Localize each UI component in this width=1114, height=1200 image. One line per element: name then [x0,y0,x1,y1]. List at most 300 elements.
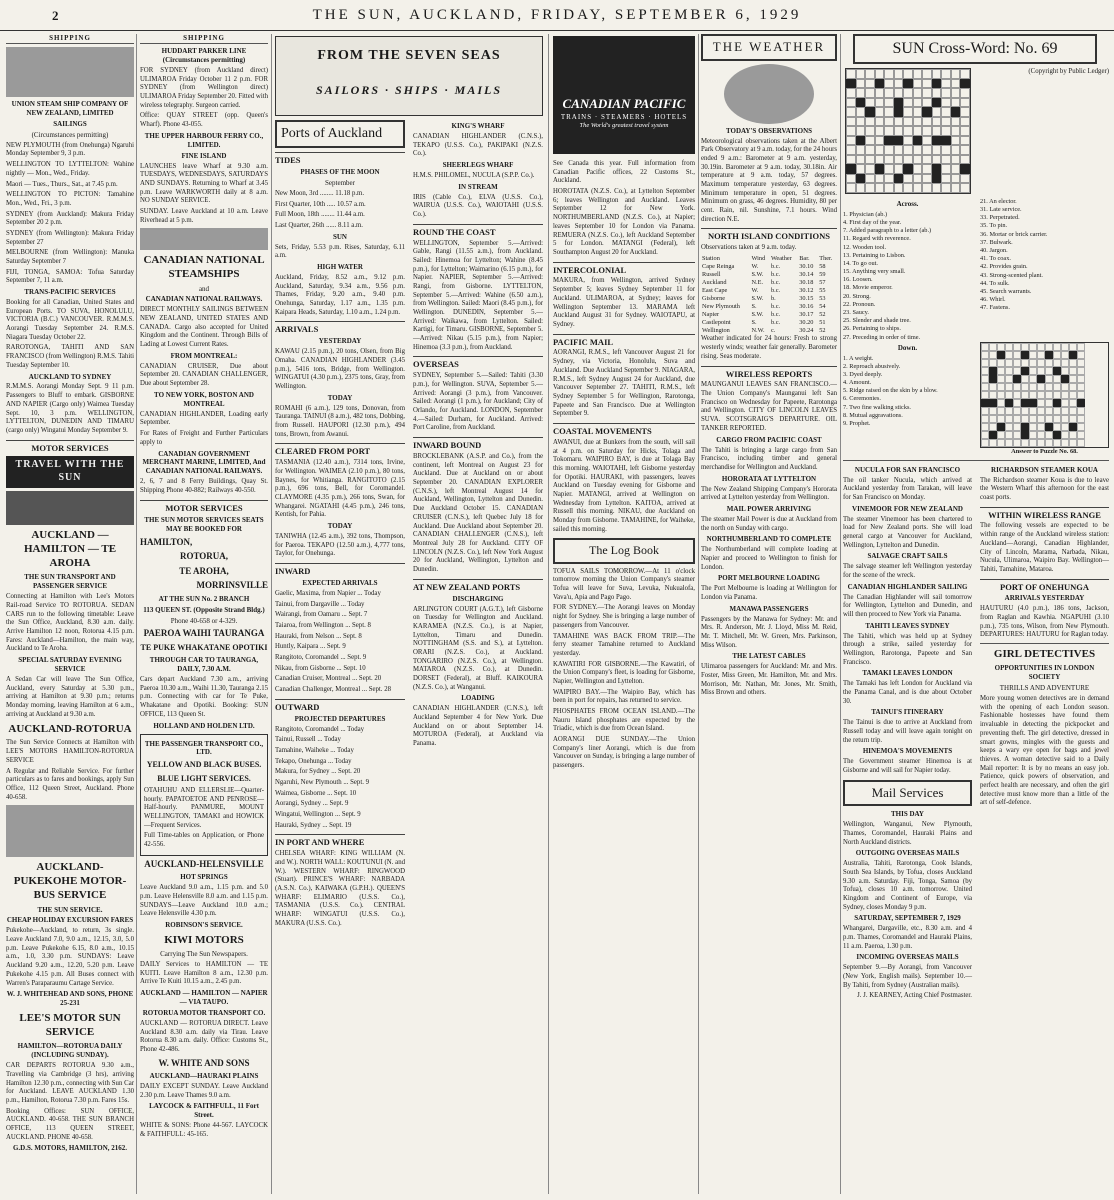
grid-cell [960,155,970,165]
item-body: The steamer Vinemoor has been chartered to load for New Zealand ports. She will load general cargo at Vancouver for Auckland, Wellington, Lyttelton and Dunedin. [843,515,972,549]
expected-arrival: Canadian Cruiser, Montreal ... Sept. 20 [275,675,382,683]
intercolonial-heading: INTERCOLONIAL [553,262,695,276]
grid-cell [932,88,942,98]
onehunga-body: HAUTURU (4.0 p.m.), 186 tons, Jackson, from Raglan and Kawhia. NGAPUHI (3.10 p.m.), 735 tons, Wilson, from New Plymouth. DEPARTURES: HAUTURU for Raglan today. [980,605,1109,639]
ad-body: Full Time-tables on Application, or Phone 42-556. [144,832,264,848]
grid-cell [1037,391,1045,399]
grid-cell [1053,375,1061,383]
grid-cell [981,359,989,367]
grid-cell [1029,431,1037,439]
table-cell: Gisborne [702,295,726,303]
item-body: The Tahiti, which was held up at Sydney through a strike, sailed yesterday for Wellington, Rarotonga, Papeete and San Francisco. [843,632,972,666]
grid-cell [865,117,875,127]
banner-subtitle: SAILORS · SHIPS · MAILS [315,82,503,97]
grid-cell [1061,431,1069,439]
cleared-body: TANIWHA (12.45 a.m.), 392 tons, Thompson, for Paeroa. TEKAPO (12.50 a.m.), 4,777 tons, Taylor, for Onehunga. [275,532,405,558]
projected-departure: Tainui, Russell ... Today [275,736,341,744]
grid-cell [1029,343,1037,351]
item-body: The salvage steamer left Wellington yesterday for the scene of the wreck. [843,563,972,579]
grid-cell [951,98,961,108]
grid-cell [1037,359,1045,367]
grid-cell [951,183,961,193]
moon-heading: PHASES OF THE MOON [300,167,380,176]
clue-item: 31. Late service. [980,206,1022,214]
ad-body: Leave Auckland 9.0 a.m., 1.15 p.m. and 5.0 p.m. Leave Helensville 8.0 a.m. and 1.15 p.m. SUNDAYS—Leave Auckland 10.0 a.m.; Leave Helensville 4.30 p.m. [140,884,268,918]
table-cell: New Plymouth [702,303,740,311]
log-item: KAWATIRI FOR GISBORNE.—The Kawatiri, of the Union Company's fleet, is loading for Gisborne, Napier, Wellington and Lyttelton. [553,660,695,685]
grid-cell [1053,423,1061,431]
grid-cell [1029,407,1037,415]
grid-cell [1013,383,1021,391]
grid-cell [997,407,1005,415]
grid-cell [941,107,951,117]
grid-cell [875,183,885,193]
grid-cell [1013,407,1021,415]
grid-cell [997,391,1005,399]
crossword-side [977,68,1110,194]
table-header: Ther. [819,255,833,263]
grid-cell [846,88,856,98]
inward-bound-body: BROCKLEBANK (A.S.P. and Co.), from the continent, left Montreal on August 23 for Auckland. Due at Auckland on or about September 20. CANADIAN EXPLORER (C.N.S.), left Montreal August 14 for Auckland, Wellington, Lyttelton and Dunedin. Due Auckland October 15. CANADIAN CRUISER (C.N.S.), left Quebec July 18 for Auckland. Due Auckland about September 20. CANADIAN CHALLENGER (C.N.S.), left Montreal July 28 for Auckland. CITY OF LINCOLN (N.Z.S. Co.), left New York August 20 for Auckland, Wellington, Lyttelton and Dunedin. [413,453,543,573]
grid-cell [846,155,856,165]
grid-cell [1021,399,1029,407]
grid-cell [865,88,875,98]
grid-cell [1061,367,1069,375]
table-cell: Cape Reinga [702,263,735,271]
item-body: The steamer Mail Power is due at Auckland from the north on Sunday with cargo. [701,515,837,532]
table-header: Station [702,255,720,263]
grid-cell [913,69,923,79]
item-heading: MANAWA PASSENGERS [729,604,809,613]
wireless-range-heading: WITHIN WIRELESS RANGE [980,507,1109,521]
down-heading: Down. [897,343,918,352]
grid-cell [922,88,932,98]
item-heading: TAMAKI LEAVES LONDON [862,669,953,678]
grid-cell [1053,383,1061,391]
ad-tagline: TRAINS · STEAMERS · HOTELS [560,112,688,121]
table-row [701,295,837,303]
table-cell: b.c. [770,271,781,279]
trans-pacific-body: Booking for all Canadian, United States and European Ports. TO SUVA, HONOLULU, VICTORIA (B.C.) VANCOUVER. R.M.M.S. Aorangi Tuesday September 24. R.M.S. Niagara Tuesday October 22. [6,299,134,341]
subheading: SATURDAY, SEPTEMBER 7, 1929 [854,914,961,923]
ad-body: DIRECT MONTHLY SAILINGS BETWEEN NEW ZEALAND, UNITED STATES AND CANADA. Cargo also accepted for United Kingdom and the Continent. Through Bills of Lading at Lowest Current Rates. [140,306,268,349]
grid-cell [894,88,904,98]
copyright-note: (Copyright by Public Ledger) [1028,68,1109,76]
grid-cell [1005,383,1013,391]
grid-cell [989,375,997,383]
grid-cell [1013,359,1021,367]
grid-cell [875,98,885,108]
grid-cell [981,431,989,439]
grid-cell [1077,351,1085,359]
grid-cell [1053,343,1061,351]
sailing-line: Maori — Tues., Thurs., Sat., at 7.45 p.m. [6,180,118,188]
clue-item: 2. Reproach abusively. [843,362,901,370]
grid-cell [1021,415,1029,423]
grid-cell [1021,439,1029,447]
grid-cell [884,183,894,193]
item-body: The New Zealand Shipping Company's Hororata arrived at Lyttelton yesterday from Wellington. [701,485,837,502]
log-item: TOFUA SAILS TOMORROW.—At 11 o'clock tomorrow morning the Union Company's steamer Tofua will leave for Suva, Levuka, Nukualofa, Vava'u, Apia and Pago Pago. [553,567,695,601]
clue-item: 47. Fastens. [980,304,1010,312]
grid-cell [1053,431,1061,439]
ad-body: CANADIAN CRUISER, Due about September 20. CANADIAN CHALLENGER, Due about September 28. [140,362,268,388]
grid-cell [1069,367,1077,375]
grid-cell [1029,383,1037,391]
grid-cell [875,164,885,174]
grid-cell [913,155,923,165]
subheading: DISCHARGING [452,594,504,603]
grid-cell [846,107,856,117]
ad-title: AUCKLAND-PUKEKOHE MOTOR-BUS SERVICE [13,861,127,902]
item-body: The Tamaki has left London for Auckland via the Panama Canal, and is due about October 30. [843,680,972,705]
grid-cell [981,351,989,359]
article-subheadline: OPPORTUNITIES IN LONDON SOCIETY [994,664,1095,682]
table-cell: 54 [819,303,826,311]
grid-cell [846,69,856,79]
grid-cell [875,107,885,117]
grid-cell [1013,367,1021,375]
grid-cell [1077,439,1085,447]
grid-cell [884,98,894,108]
grid-cell [922,174,932,184]
clue-item: 33. Perpetrated. [980,214,1020,222]
round-coast-heading: ROUND THE COAST [413,224,543,238]
clue-item: 15. Anything very small. [843,268,906,276]
ad-body: OTAHUHU AND ELLERSLIE—Quarter-hourly. PAPATOETOE AND PENROSE—Half-hourly. PANMURE, MOUNT WELLINGTON, TAMAKI and HOWICK—Frequent Services. [144,786,264,829]
grid-cell [1061,439,1069,447]
grid-cell [894,126,904,136]
grid-cell [951,117,961,127]
table-cell: 55 [819,287,826,295]
signature: J. J. KEARNEY, Acting Chief Postmaster. [857,992,972,1000]
ad-footer: HOLLAND AND HOLDEN LTD. [153,721,255,730]
grid-cell [951,107,961,117]
grid-cell [846,174,856,184]
grid-cell [941,155,951,165]
grid-cell [894,155,904,165]
grid-cell [875,69,885,79]
clue-item: 1. A weight. [843,354,874,362]
grid-cell [1013,423,1021,431]
grid-cell [1021,343,1029,351]
ad-title: AUCKLAND — HAMILTON — TE AROHA [23,529,117,570]
grid-cell [884,88,894,98]
grid-cell [981,375,989,383]
grid-cell [875,136,885,146]
ad-subtitle: AUCKLAND—HAURAKI PLAINS [149,1072,259,1081]
town-name: HAMILTON, [140,536,193,547]
island-conditions-heading: NORTH ISLAND CONDITIONS [701,228,837,242]
expected-arrival: Hauraki, from Nelson ... Sept. 8 [275,632,362,640]
grid-cell [922,117,932,127]
grid-cell [932,107,942,117]
grid-cell [989,343,997,351]
column-rule [698,34,699,1194]
subcolumn-left [275,120,405,930]
table-header-row [701,255,837,263]
clue-item: 6. Ceremonies. [843,395,881,403]
grid-cell [903,107,913,117]
subheading: THIS DAY [890,810,924,819]
crossword-area [845,68,1109,194]
clue-item: 8. Mutual aggravations. [843,411,903,419]
item-heading: CARGO FROM PACIFIC COAST [716,435,822,444]
grid-cell [989,383,997,391]
grid-cell [846,145,856,155]
grid-cell [865,69,875,79]
round-coast-body: WELLINGTON, September 5.—Arrived: Gable, Rangi (11.55 a.m.), from Auckland. Sailed: Hinemoa for Lyttelton; Wahine (8.45 p.m.), for Lyttelton; Waimarino (6.15 p.m.), for Napier. NAPIER, September 5.—Arrived: Rangi, from Gisborne. LYTTELTON, September 5.—Arrived: Wahine (6.50 a.m.), from Wellington. Sailed: Maori (8.45 p.m.), for Wellington. DUNEDIN, September 5.—Arrived: Waikawa, from Lyttelton. Sailed: Kartigi, for Timaru. GISBORNE, September 5.—Arrived: Nikau (5.15 p.m.), from Napier; Hinemoa (3.3 p.m.), from Auckland. [413,239,543,351]
grid-cell [960,174,970,184]
grid-cell [1005,343,1013,351]
grid-cell [1053,359,1061,367]
grid-cell [1013,399,1021,407]
grid-cell [951,79,961,89]
grid-cell [894,107,904,117]
ad-subtitle: THROUGH CAR TO TAURANGA, DAILY, 7.30 A.M. [149,656,259,674]
grid-cell [989,439,997,447]
ad-slogan: The World's greatest travel system [579,121,669,129]
clue-item: 41. To coax. [980,255,1011,263]
grid-cell [1061,391,1069,399]
grid-cell [1061,343,1069,351]
column-shipping-left [6,34,134,1194]
island-note: Observations taken at 9 a.m. today. [701,244,797,252]
clues-left [843,198,972,457]
clue-item: 22. Pronoun. [843,300,876,308]
table-cell: 30.14 [799,271,814,279]
sailings-heading: SAILINGS [53,119,87,128]
subheading: ARRIVALS YESTERDAY [1004,594,1085,603]
grid-cell [884,107,894,117]
grid-cell [989,351,997,359]
moon-phase: First Quarter, 10th ..... 10.57 a.m. [275,200,366,208]
clue-item: 4. First day of the year. [843,219,902,227]
grid-cell [1069,359,1077,367]
grid-cell [1069,343,1077,351]
grid-cell [856,107,866,117]
sailings-note: (Circumstances permitting) [31,130,109,139]
grid-cell [1061,351,1069,359]
grid-cell [981,415,989,423]
grid-cell [1077,367,1085,375]
weather-heading: THE WEATHER [701,34,837,61]
grid-cell [1061,415,1069,423]
expected-arrival: Nikau, from Gisborne ... Sept. 10 [275,664,366,672]
ad-subtitle: THE SUN MOTOR SERVICES SEATS MAY BE BOOKED FOR [144,515,264,533]
canadian-pacific-ad [553,36,695,154]
travel-banner: TRAVEL WITH THE SUN [6,456,134,488]
grid-cell [1013,351,1021,359]
grid-cell [941,69,951,79]
subheading: TODAY [327,393,353,402]
arrivals-body: KAWAU (2.15 p.m.), 20 tons, Olsen, from Big Omaha. CANADIAN HIGHLANDER (3.45 p.m.), 5416 tons, Bridge, from Wellington. WINGATUI (4.30 p.m.), 2375 tons, Gray, from Wellington. [275,348,405,390]
outward-heading: OUTWARD [275,699,405,713]
table-cell: 51 [819,319,826,327]
mail-body: Australia, Tahiti, Rarotonga, Cook Islands, South Sea Islands, by Tofua, closes Auckland 9.30 a.m. Saturday. Fiji, Tonga, Samoa (by Tofua), closes 10 a.m. tomorrow. United Kingdom and Continent of Europe, via Sydney, closes Monday 9 p.m. [843,860,972,911]
grid-cell [856,136,866,146]
log-item: WAIPIRO BAY.—The Waipiro Bay, which has been in port for repairs, has returned to service. [553,688,695,705]
grid-cell [941,164,951,174]
grid-cell [1029,367,1037,375]
grid-cell [875,155,885,165]
table-cell: Wellington [702,327,730,335]
mail-services-heading: Mail Services [843,780,972,807]
grid-cell [1005,415,1013,423]
passenger-transport-ad [140,734,268,856]
arrivals-body: ROMAHI (6 a.m.), 129 tons, Donovan, from Tauranga. TAINUI (8 a.m.), 482 tons, Dobbing, from Russell. HAUPORI (12.30 p.m.), 494 tons, Brown, from Awanui. [275,404,405,438]
grid-cell [894,136,904,146]
table-cell: b.c. [770,319,781,327]
grid-cell [922,145,932,155]
wireless-body: MAUNGANUI LEAVES SAN FRANCISCO.—The Union Company's Maunganui left San Francisco on Wednesday for Papeete, Rarotonga and Wellington. CITY OF LINCOLN LEAVES SUVA. SCOTSGRAIG'S DEPARTURE. OIL TANKER REPORTED. [701,381,837,432]
ad-body: CANADIAN HIGHLANDER, Loading early September. [140,410,268,427]
grid-cell [903,98,913,108]
clue-item: 43. Strong-scented plant. [980,271,1043,279]
clue-item: 7. Added paragraph to a letter (ab.) [843,227,932,235]
arrivals-heading: ARRIVALS [275,321,405,335]
moon-phase: Full Moon, 18th ........ 11.44 a.m. [275,211,365,219]
grid-cell [1069,407,1077,415]
sydney-body: R.M.M.S. Aorangi Monday Sept. 9 11 p.m. Passengers to Bluff to embark. GISBORNE AND NAPIER (Cargo only) Waimea Tuesday Sept. 10, 3 p.m. WELLINGTON, LYTTELTON, DUNEDIN AND TIMARU (cargo only) Wingatui Monday September 9. [6,383,134,434]
grid-cell [941,183,951,193]
grid-cell [989,407,997,415]
ad-title: AUCKLAND-HELENSVILLE [144,858,264,869]
answer-grid [980,342,1109,448]
grid-cell [1005,351,1013,359]
item-heading: RICHARDSON STEAMER KOUA [991,465,1098,474]
grid-cell [932,98,942,108]
grid-cell [997,415,1005,423]
across-heading: Across. [896,199,919,208]
table-cell: 58 [819,263,826,271]
table-cell: b.c. [770,311,781,319]
log-book-heading: The Log Book [553,538,695,563]
expected-arrival: Tainui, from Dargaville ... Today [275,600,365,608]
grid-cell [875,79,885,89]
grid-cell [1061,359,1069,367]
subheading: OUTGOING OVERSEAS MAILS [855,849,960,858]
grid-cell [1013,343,1021,351]
grid-cell [1005,407,1013,415]
ad-subtitle: SPECIAL SATURDAY EVENING SERVICE [18,656,122,673]
sailing-line: SYDNEY (from Wellington): Makura Friday September 27 [6,229,134,246]
movements-body: HOROTATA (N.Z.S. Co.), at Lyttelton September 6; leaves Wellington and Auckland. Leaves September 12 for New York. NORTHUMBERLAND (N.Z.S. Co.), at Napier; leaves September 10 for London via Panama. REMUERA (N.Z.S. Co.), left Auckland September 5 for London. MATANGI (Federal), left Southampton August 20 for Auckland. [553,188,695,256]
log-item: AORANGI DUE SUNDAY.—The Union Company's liner Aorangi, which is due from Vancouver on Sunday, is bringing a large number of passengers. [553,736,695,770]
log-item: TAMAHINE WAS BACK FROM TRIP.—The ferry steamer Tamahine returned to Auckland yesterday. [553,632,695,657]
item-heading: HORORATA AT LYTTELTON [721,474,817,483]
clue-item: 13. Pertaining to Lisbon. [843,251,906,259]
clue-item: 21. An elector. [980,197,1017,205]
coastal-body: AWANUI, due at Bunkers from the south, will sail at 4 p.m. on Saturday for Hicks, Tolaga and Tokomaru. WAIPIRO BAY, is due at Tolaga Bay this morning. WAIOTAHI, left Gisborne yesterday for Opotiki. HAURAKI, with passengers, leaves Auckland on Tuesday evening for Gisborne and Napier. MATANGI, arrived at Wellington on Wednesday from Lyttelton. KAITOA, arrived at Russell this morning. NIKAU, due Auckland on Monday from Gisborne. TAMAHINE, for Waiheke, sailed this morning. [553,438,695,533]
grid-cell [894,174,904,184]
sun-times: Sets, Friday, 5.53 p.m. Rises, Saturday, 6.11 a.m. [275,243,405,260]
projected-departure: Aorangi, Sydney ... Sept. 9 [275,800,349,808]
grid-cell [1037,383,1045,391]
grid-cell [856,79,866,89]
grid-cell [1053,391,1061,399]
grid-cell [903,79,913,89]
seven-seas-banner [275,36,543,116]
subheading: INCOMING OVERSEAS MAILS [856,953,959,962]
sailing-line: FIJI, TONGA, SAMOA: Tofua Saturday September 7, 11 a.m. [6,268,134,285]
two-column-block [275,120,543,930]
table-header: Wind [751,255,766,263]
clue-item: 46. Whirl. [980,296,1006,304]
grid-cell [1037,415,1045,423]
table-cell: S. [751,303,757,311]
mail-body: September 9.—By Aorangi, from Vancouver (New York, English mails). September 10.—By Tahiti, from Sydney (Australian mails). [843,964,972,989]
sailing-line: SYDNEY (from Auckland): Makura Friday September 20 2 p.m. [6,210,134,227]
table-header: Weather [770,255,792,263]
grid-cell [1045,343,1053,351]
ad-phone: WHITE & SONS: Phone 44-567. LAYCOCK & FAITHFULL: 45-165. [140,1122,268,1138]
table-cell: 30.15 [799,295,814,303]
grid-cell [1037,407,1045,415]
sailing-line: WELLINGTON TO LYTTELTON: Wahine nightly — Mon., Wed., Friday. [6,161,134,177]
ad-subtitle: FINE ISLAND [181,151,227,160]
grid-cell [856,98,866,108]
ad-subtitle: CHEAP HOLIDAY EXCURSION FARES [6,916,134,925]
motor-services-heading: MOTOR SERVICES [6,440,134,454]
grid-cell [941,117,951,127]
table-cell: Napier [702,311,720,319]
clue-item: 11. Regard with reverence. [843,235,911,243]
table-cell: c. [770,327,776,335]
grid-cell [932,79,942,89]
grid-cell [1021,407,1029,415]
grid-cell [846,164,856,174]
grid-cell [932,145,942,155]
grid-cell [875,145,885,155]
grid-cell [846,98,856,108]
grid-cell [981,407,989,415]
moon-phase: Last Quarter, 26th ...... 8.11 a.m. [275,221,364,229]
grid-cell [1037,343,1045,351]
table-cell: Russell [702,271,721,279]
clue-item: 20. Strong. [843,292,871,300]
item-heading: NUCULA FOR SAN FRANCISCO [854,465,961,474]
pacific-mail-body: AORANGI, R.M.S., left Vancouver August 21 for Sydney, via Victoria, Honolulu, Suva and Auckland. Due Auckland September 9. NIAGARA, R.M.S., left Sydney August 24 for Auckland, due Vancouver September 27. TAHITI, R.M.S., left Sydney September 5 for Wellington, Rarotonga, Papeete and San Francisco. Due at Wellington September 9. [553,349,695,418]
ad-subtitle: W. J. WHITEHEAD AND SONS, PHONE 25-231 [6,990,134,1008]
grid-cell [1053,399,1061,407]
grid-cell [856,88,866,98]
grid-cell [960,164,970,174]
grid-cell [903,136,913,146]
item-body: Passengers by the Manawa for Sydney: Mr. and Mrs. R. Anderson, Mr. J. Lloyd, Miss M. Reid, Mr. T. Mitchell, Mr. W. Green, Mrs. Parkinson, Miss Wilson. [701,615,837,649]
table-row [701,271,837,279]
grid-cell [922,107,932,117]
section-kicker: SHIPPING [6,34,134,44]
grid-cell [1021,359,1029,367]
table-cell: 30.20 [799,319,814,327]
grid-cell [1077,399,1085,407]
grid-cell [1045,423,1053,431]
grid-cell [932,117,942,127]
grid-cell [1077,375,1085,383]
grid-cell [1021,351,1029,359]
grid-cell [1021,367,1029,375]
observations-body: Meteorological observations taken at the Albert Park Observatory at 9 a.m. today, for the 24 hours ended 9 a.m.: Barometer at 9 a.m. yesterday, 30.19in. Barometer at 9 a.m. today, 30.18in. Air temperature at 9 a.m. today, 57 degrees. Maximum temperature yesterday, 63 degrees. Minimum temperature in open, 51 degrees. Minimum on grass, 46 degrees. Humidity, 80 per cent. Rain, nil. Sunshine, 7.1 hours. Wind direction N.E. [701,137,837,223]
ad-body: Connecting at Hamilton with Lee's Motors Rail-road Service TO ROTORUA. SEDAN CARS run to the following timetable: Leave the Sun Office, Auckland, 8.30 a.m. daily. Arrive Hamilton 12 noon, Rotorua 4.15 p.m. Fares: Auckland—Hamilton, the main way, Auckland to Te Aroha. [6,593,134,653]
town-name: ROTORUA, [179,551,229,562]
grid-cell [846,79,856,89]
ad-subtitle: YELLOW AND BLACK BUSES. [146,760,262,770]
table-cell: 30.10 [799,263,814,271]
intercolonial-body: MAKURA, from Wellington, arrived Sydney September 5; leaves Sydney September 11 for Auckland. ULIMAROA, at Sydney; leaves for Wellington September 13. MARAMA left Auckland August 31 for Sydney. WAIOTAPU, at Sydney. [553,277,695,328]
grid-cell [913,183,923,193]
table-row [701,287,837,295]
